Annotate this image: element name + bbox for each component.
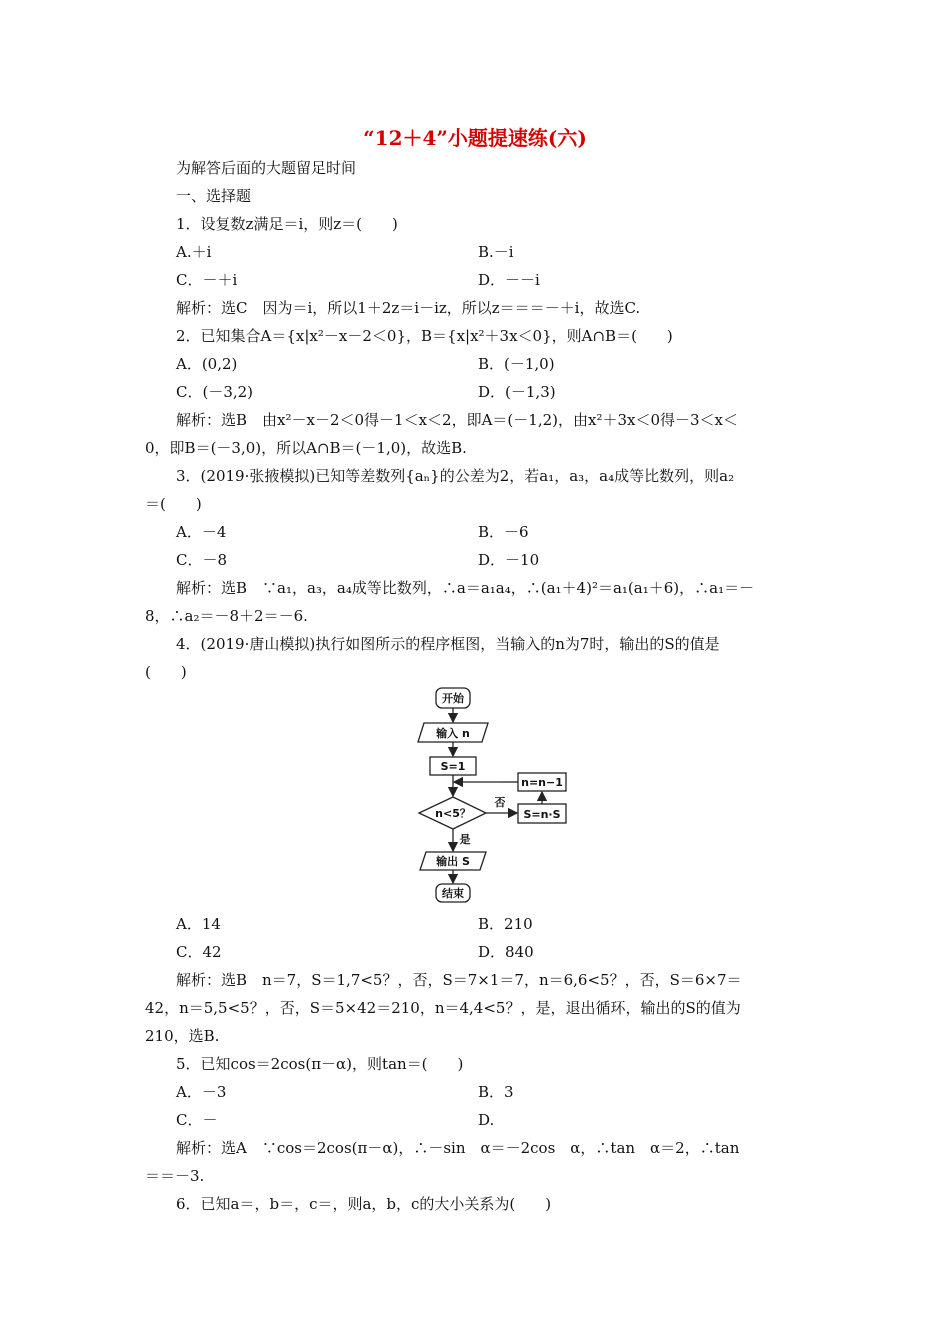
q3-solution-line2: 8，∴a₂＝－8＋2＝－6. (145, 607, 308, 625)
q3-option-c: C．－8 (176, 551, 228, 569)
q4-solution-line2: 42，n＝5,5<5？，否，S＝5×42＝210，n＝4,4<5？，是，退出循环，输出的S的值为 (145, 999, 741, 1017)
q4-option-a: A．14 (176, 915, 221, 933)
flowchart-decision-label: n<5？ (435, 807, 471, 820)
flowchart-input-label: 输入 n (436, 727, 470, 740)
q2-solution-line1: 解析：选B 由x²－x－2＜0得－1＜x＜2，即A＝(－1,2)，由x²＋3x＜0得－3＜x＜ (176, 411, 739, 429)
q3-stem-line1: 3．(2019·张掖模拟)已知等差数列{aₙ}的公差为2，若a₁，a₃，a₄成等比数列，则a₂ (176, 467, 735, 485)
q5-option-c: C．－ (176, 1111, 218, 1129)
q2-option-c: C．(－3,2) (176, 383, 254, 401)
flowchart-update-n-label: n=n−1 (521, 776, 563, 789)
q1-option-a: A.＋i (176, 243, 212, 261)
q4-stem-line2: ( ) (145, 663, 187, 681)
q4-solution-line3: 210，选B. (145, 1027, 220, 1045)
q1-option-c: C．－＋i (176, 271, 238, 289)
q5-option-b: B．3 (478, 1083, 514, 1101)
q6-stem: 6．已知a＝，b＝，c＝，则a，b，c的大小关系为( ) (176, 1195, 552, 1213)
flowchart-start-label: 开始 (442, 692, 464, 705)
q1-stem: 1．设复数z满足＝i，则z＝( ) (176, 215, 398, 233)
q3-option-d: D．－10 (478, 551, 540, 569)
page-title: “12＋4”小题提速练(六) (363, 126, 587, 150)
q3-option-a: A．－4 (176, 523, 227, 541)
q1-solution: 解析：选C 因为＝i，所以1＋2z＝i－iz，所以z＝＝＝－＋i，故选C. (176, 299, 641, 317)
q2-stem: 2．已知集合A＝{x|x²－x－2＜0}，B＝{x|x²＋3x＜0}，则A∩B＝( ) (176, 327, 673, 345)
q5-option-a: A．－3 (176, 1083, 227, 1101)
flowchart-output-label: 输出 S (436, 855, 470, 868)
q5-option-d: D. (478, 1111, 495, 1129)
q4-solution-line1: 解析：选B n＝7，S＝1,7<5？，否，S＝7×1＝7，n＝6,6<5？，否，S＝6×7＝ (176, 971, 742, 989)
q2-option-a: A．(0,2) (176, 355, 238, 373)
q3-solution-line1: 解析：选B ∵a₁，a₃，a₄成等比数列，∴a＝a₁a₄，∴(a₁＋4)²＝a₁(a₁＋6)，∴a₁＝－ (176, 579, 755, 597)
q5-solution-line2: ＝＝－3. (145, 1167, 205, 1185)
flowchart-end-label: 结束 (442, 887, 464, 900)
q4-stem-line1: 4．(2019·唐山模拟)执行如图所示的程序框图，当输入的n为7时，输出的S的值是 (176, 635, 720, 653)
flowchart-update-s-label: S=n·S (523, 808, 561, 821)
q4-option-b: B．210 (478, 915, 533, 933)
flowchart-init-label: S=1 (440, 760, 466, 773)
q1-option-d: D．－－i (478, 271, 540, 289)
q2-option-d: D．(－1,3) (478, 383, 556, 401)
q5-stem: 5．已知cos＝2cos(π－α)，则tan＝( ) (176, 1055, 464, 1073)
q4-option-c: C．42 (176, 943, 222, 961)
flowchart (410, 684, 580, 906)
q2-option-b: B．(－1,0) (478, 355, 555, 373)
q2-solution-line2: 0，即B＝(－3,0)，所以A∩B＝(－1,0)，故选B. (145, 439, 467, 457)
q4-option-d: D．840 (478, 943, 534, 961)
q3-option-b: B．－6 (478, 523, 529, 541)
q5-solution-line1: 解析：选A ∵cos＝2cos(π－α)，∴－sin α＝－2cos α，∴tan α＝2，∴tan (176, 1139, 740, 1157)
section-heading: 一、选择题 (176, 187, 252, 205)
flowchart-yes-label: 是 (459, 833, 471, 846)
q3-stem-line2: ＝( ) (145, 495, 202, 513)
q1-option-b: B.－i (478, 243, 514, 261)
flowchart-no-label: 否 (494, 796, 506, 809)
subtitle: 为解答后面的大题留足时间 (176, 159, 357, 177)
